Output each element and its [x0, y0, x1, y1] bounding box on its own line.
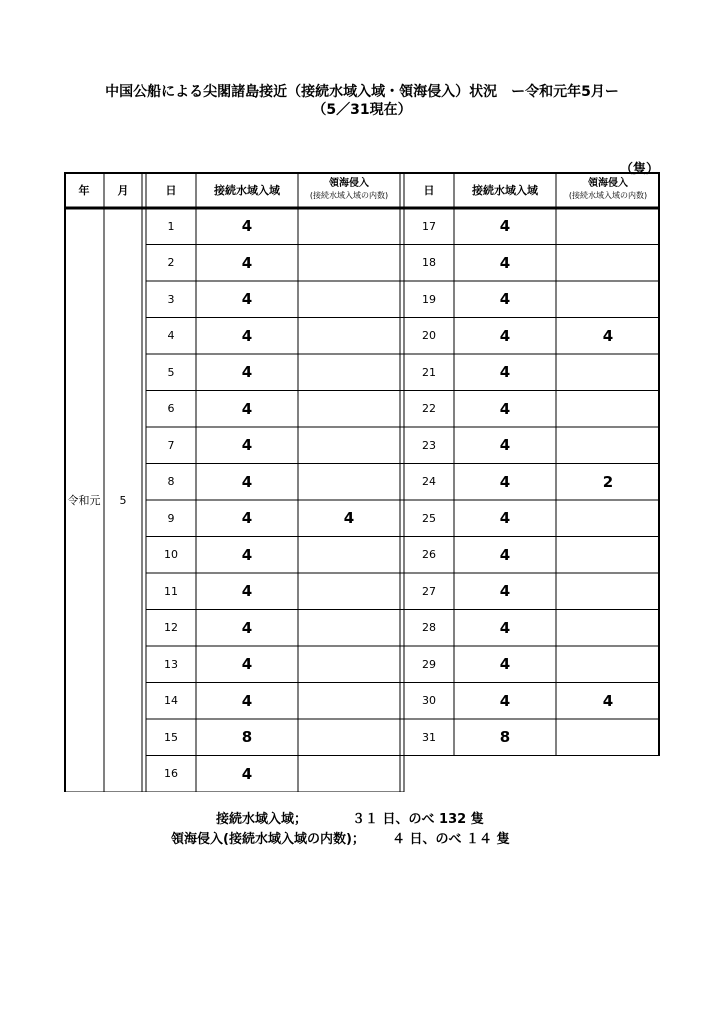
- era-cell: 令和元: [67, 494, 101, 507]
- day-cell: 2: [167, 256, 175, 270]
- intrusion-count: [298, 245, 400, 282]
- summary-intrusion-value: ４ 日、のべ １４ 隻: [392, 832, 510, 847]
- intrusion-count: [298, 756, 400, 793]
- intrusion-count: [556, 208, 660, 245]
- intrusion-count: [556, 281, 660, 318]
- day-cell: 19: [422, 292, 436, 306]
- intrusion-count: [298, 318, 400, 355]
- contiguous-count: 4: [241, 326, 253, 345]
- day-cell: 23: [422, 438, 436, 452]
- day-cell: 3: [167, 292, 175, 306]
- header-intrusion-label: 領海侵入: [588, 178, 628, 189]
- intrusion-count: [556, 719, 660, 756]
- intrusion-count: [298, 537, 400, 574]
- contiguous-count: 8: [241, 728, 253, 747]
- intrusion-count: [556, 354, 660, 391]
- contiguous-count: 4: [241, 691, 253, 710]
- intrusion-count: [298, 354, 400, 391]
- header-intrusion-left: [298, 172, 400, 208]
- day-cell: 16: [164, 767, 178, 781]
- day-cell: 13: [164, 657, 178, 671]
- header-year: 年: [78, 184, 90, 197]
- contiguous-count: 4: [499, 472, 511, 491]
- contiguous-count: 4: [241, 436, 253, 455]
- contiguous-count: 4: [241, 217, 253, 236]
- contiguous-count: 4: [499, 618, 511, 637]
- intrusion-count: [556, 427, 660, 464]
- intrusion-count: [298, 610, 400, 647]
- page-title: 中国公船による尖閣諸島接近（接続水域入域・領海侵入）状況 ー令和元年5月ー: [105, 84, 619, 100]
- day-cell: 4: [167, 329, 175, 343]
- day-cell: 7: [167, 438, 175, 452]
- page-subtitle-date: （5／31現在）: [312, 102, 412, 118]
- contiguous-count: 4: [499, 363, 511, 382]
- contiguous-count: 4: [499, 655, 511, 674]
- contiguous-count: 4: [499, 253, 511, 272]
- intrusion-count: [298, 427, 400, 464]
- day-cell: 30: [422, 694, 436, 708]
- contiguous-count: 4: [499, 326, 511, 345]
- contiguous-count: 4: [241, 363, 253, 382]
- day-cell: 15: [164, 730, 178, 744]
- day-cell: 17: [422, 219, 436, 233]
- day-cell: 12: [164, 621, 178, 635]
- intrusion-count: 4: [602, 326, 614, 345]
- day-cell: 29: [422, 657, 436, 671]
- day-cell: 5: [167, 365, 175, 379]
- contiguous-count: 4: [499, 399, 511, 418]
- day-cell: 24: [422, 475, 436, 489]
- header-intrusion-right: [556, 172, 660, 208]
- intrusion-count: [556, 610, 660, 647]
- summary-contiguous-value: ３１ 日、のべ 132 隻: [352, 812, 484, 827]
- contiguous-count: 8: [499, 728, 511, 747]
- day-cell: 26: [422, 548, 436, 562]
- intrusion-count: [298, 464, 400, 501]
- unit-label: （隻）: [620, 162, 660, 177]
- intrusion-count: [298, 208, 400, 245]
- contiguous-count: 4: [241, 253, 253, 272]
- day-cell: 27: [422, 584, 436, 598]
- header-contiguous-right: 接続水域入域: [472, 184, 538, 197]
- month-cell: 5: [119, 493, 127, 507]
- contiguous-count: 4: [499, 436, 511, 455]
- intrusion-count: [556, 646, 660, 683]
- header-intrusion-sub: (接続水域入域の内数): [309, 191, 389, 200]
- day-cell: 1: [167, 219, 175, 233]
- contiguous-count: 4: [499, 217, 511, 236]
- intrusion-count: [298, 683, 400, 720]
- contiguous-count: 4: [499, 582, 511, 601]
- intrusion-count: 4: [343, 509, 355, 528]
- intrusion-count: 2: [602, 472, 614, 491]
- day-cell: 9: [167, 511, 175, 525]
- day-cell: 11: [164, 584, 178, 598]
- header-month: 月: [117, 184, 129, 197]
- contiguous-count: 4: [241, 509, 253, 528]
- header-intrusion-sub: (接続水域入域の内数): [568, 191, 648, 200]
- contiguous-count: 4: [499, 691, 511, 710]
- day-cell: 8: [167, 475, 175, 489]
- summary-contiguous-label: 接続水域入域；: [216, 812, 308, 827]
- contiguous-count: 4: [499, 290, 511, 309]
- header-day-left: 日: [165, 184, 177, 197]
- intrusion-count: [556, 537, 660, 574]
- contiguous-count: 4: [499, 509, 511, 528]
- day-cell: 18: [422, 256, 436, 270]
- contiguous-count: 4: [241, 545, 253, 564]
- intrusion-count: [556, 245, 660, 282]
- summary-intrusion-label: 領海侵入(接続水域入域の内数)；: [171, 832, 365, 847]
- day-cell: 6: [167, 402, 175, 416]
- intrusion-count: [556, 391, 660, 428]
- header-contiguous-left: 接続水域入域: [214, 184, 280, 197]
- contiguous-count: 4: [241, 472, 253, 491]
- intrusion-count: [298, 391, 400, 428]
- day-cell: 22: [422, 402, 436, 416]
- intrusion-count: [298, 719, 400, 756]
- intrusion-count: [556, 573, 660, 610]
- intrusion-count: [556, 500, 660, 537]
- contiguous-count: 4: [241, 399, 253, 418]
- incursion-table: [64, 172, 660, 792]
- intrusion-count: 4: [602, 691, 614, 710]
- contiguous-count: 4: [241, 764, 253, 783]
- day-cell: 20: [422, 329, 436, 343]
- day-cell: 28: [422, 621, 436, 635]
- contiguous-count: 4: [241, 582, 253, 601]
- header-intrusion-label: 領海侵入: [329, 178, 369, 189]
- contiguous-count: 4: [241, 618, 253, 637]
- intrusion-count: [298, 281, 400, 318]
- intrusion-count: [298, 646, 400, 683]
- day-cell: 14: [164, 694, 178, 708]
- contiguous-count: 4: [499, 545, 511, 564]
- day-cell: 10: [164, 548, 178, 562]
- day-cell: 31: [422, 730, 436, 744]
- contiguous-count: 4: [241, 655, 253, 674]
- contiguous-count: 4: [241, 290, 253, 309]
- day-cell: 21: [422, 365, 436, 379]
- intrusion-count: [298, 573, 400, 610]
- day-cell: 25: [422, 511, 436, 525]
- header-day-right: 日: [423, 184, 435, 197]
